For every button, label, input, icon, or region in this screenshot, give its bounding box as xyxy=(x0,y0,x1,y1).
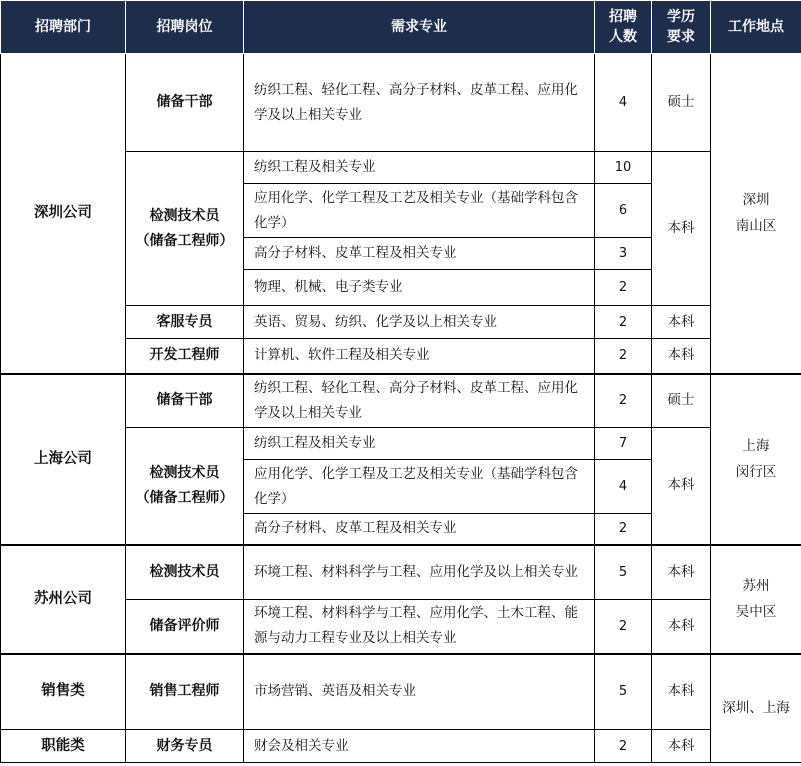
count-cell: 7 xyxy=(595,428,652,460)
table-row xyxy=(1,730,801,763)
header-edu-line2: 要求 xyxy=(667,29,695,45)
location-district: 吴中区 xyxy=(735,604,777,620)
major-cell: 应用化学、化学工程及工艺及相关专业（基础学科包含化学） xyxy=(244,460,595,514)
count-cell: 5 xyxy=(595,545,652,600)
header-row xyxy=(1,1,801,54)
table-row xyxy=(1,545,801,600)
major-cell: 应用化学、化学工程及工艺及相关专业（基础学科包含化学） xyxy=(244,184,595,238)
table-row xyxy=(1,374,801,428)
location-city: 上海 xyxy=(742,438,770,454)
department-sales: 销售类 xyxy=(1,654,126,730)
position-reserve-cadre: 储备干部 xyxy=(126,54,244,152)
count-cell: 2 xyxy=(595,339,652,374)
position-sales-engineer: 销售工程师 xyxy=(126,654,244,730)
location-shanghai xyxy=(711,374,801,545)
count-cell: 6 xyxy=(595,184,652,238)
education-cell: 本科 xyxy=(652,306,711,339)
major-cell: 高分子材料、皮革工程及相关专业 xyxy=(244,514,595,545)
major-cell: 物理、机械、电子类专业 xyxy=(244,270,595,306)
count-cell: 4 xyxy=(595,460,652,514)
header-department: 招聘部门 xyxy=(1,1,126,54)
education-cell: 本科 xyxy=(652,339,711,374)
header-major: 需求专业 xyxy=(244,1,595,54)
count-cell: 2 xyxy=(595,270,652,306)
count-cell: 2 xyxy=(595,514,652,545)
major-cell: 计算机、软件工程及相关专业 xyxy=(244,339,595,374)
major-cell: 环境工程、材料科学与工程、应用化学、土木工程、能源与动力工程专业及以上相关专业 xyxy=(244,600,595,654)
count-cell: 4 xyxy=(595,54,652,152)
education-cell: 硕士 xyxy=(652,54,711,152)
major-cell: 纺织工程及相关专业 xyxy=(244,428,595,460)
location-district: 闵行区 xyxy=(735,464,777,480)
count-cell: 2 xyxy=(595,306,652,339)
position-developer: 开发工程师 xyxy=(126,339,244,374)
header-count-line2: 人数 xyxy=(609,29,637,45)
count-cell: 10 xyxy=(595,152,652,184)
header-edu-line1: 学历 xyxy=(667,9,695,25)
count-cell: 2 xyxy=(595,374,652,428)
major-cell: 市场营销、英语及相关专业 xyxy=(244,654,595,730)
position-testing-technician: 检测技术员 xyxy=(126,545,244,600)
education-cell: 本科 xyxy=(652,428,711,545)
location-district: 南山区 xyxy=(735,218,777,235)
major-cell: 英语、贸易、纺织、化学及以上相关专业 xyxy=(244,306,595,339)
position-testing-technician xyxy=(126,428,244,545)
position-line: 检测技术员 xyxy=(149,464,220,481)
major-cell: 纺织工程及相关专业 xyxy=(244,152,595,184)
department-suzhou: 苏州公司 xyxy=(1,545,126,654)
department-shanghai: 上海公司 xyxy=(1,374,126,545)
count-cell: 2 xyxy=(595,730,652,763)
count-cell: 3 xyxy=(595,238,652,270)
position-customer-service: 客服专员 xyxy=(126,306,244,339)
header-count xyxy=(595,1,652,54)
education-cell: 本科 xyxy=(652,654,711,730)
education-cell: 本科 xyxy=(652,545,711,600)
education-cell: 本科 xyxy=(652,600,711,654)
position-line: （储备工程师） xyxy=(135,489,234,506)
position-reserve-cadre: 储备干部 xyxy=(126,374,244,428)
location-shenzhen xyxy=(711,54,801,374)
major-cell: 环境工程、材料科学与工程、应用化学及以上相关专业 xyxy=(244,545,595,600)
position-line: 检测技术员 xyxy=(149,207,220,224)
count-cell: 5 xyxy=(595,654,652,730)
table-row xyxy=(1,54,801,152)
position-finance-specialist: 财务专员 xyxy=(126,730,244,763)
major-cell: 高分子材料、皮革工程及相关专业 xyxy=(244,238,595,270)
location-city: 深圳 xyxy=(742,192,770,209)
header-position: 招聘岗位 xyxy=(126,1,244,54)
education-cell: 本科 xyxy=(652,730,711,763)
education-cell: 本科 xyxy=(652,152,711,306)
header-count-line1: 招聘 xyxy=(609,9,637,25)
education-cell: 硕士 xyxy=(652,374,711,428)
header-location: 工作地点 xyxy=(711,1,801,54)
department-functional: 职能类 xyxy=(1,730,126,763)
department-shenzhen: 深圳公司 xyxy=(1,54,126,374)
position-testing-technician xyxy=(126,152,244,306)
major-cell: 纺织工程、轻化工程、高分子材料、皮革工程、应用化学及以上相关专业 xyxy=(244,54,595,152)
major-cell: 纺织工程、轻化工程、高分子材料、皮革工程、应用化学及以上相关专业 xyxy=(244,374,595,428)
count-cell: 2 xyxy=(595,600,652,654)
location-suzhou xyxy=(711,545,801,654)
position-reserve-evaluator: 储备评价师 xyxy=(126,600,244,654)
location-shared: 深圳、上海 xyxy=(711,654,801,763)
location-city: 苏州 xyxy=(742,578,770,594)
header-education xyxy=(652,1,711,54)
position-line: （储备工程师） xyxy=(135,232,234,249)
major-cell: 财会及相关专业 xyxy=(244,730,595,763)
table-row xyxy=(1,654,801,730)
